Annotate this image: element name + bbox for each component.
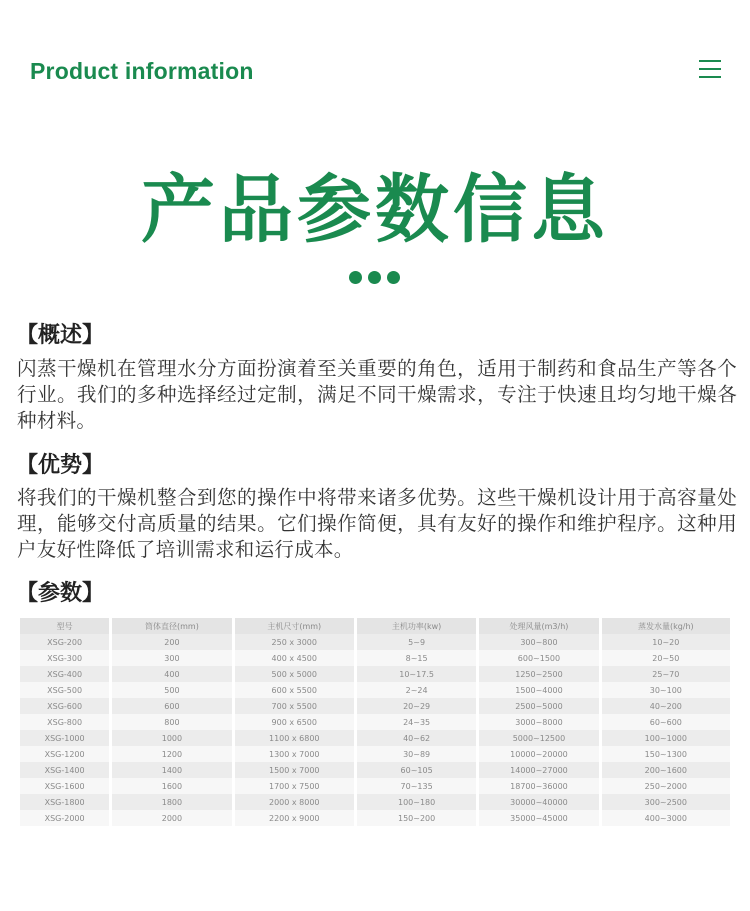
table-row xyxy=(20,810,730,826)
table-cell-airflow: 1250~2500 xyxy=(479,666,601,682)
table-cell-airflow: 3000~8000 xyxy=(479,714,601,730)
table-row xyxy=(20,650,730,666)
table-cell-airflow: 35000~45000 xyxy=(479,810,601,826)
table-cell-model: XSG-500 xyxy=(20,682,112,698)
table-row xyxy=(20,778,730,794)
table-cell-model: XSG-1400 xyxy=(20,762,112,778)
table-cell-model: XSG-1000 xyxy=(20,730,112,746)
table-row xyxy=(20,746,730,762)
table-cell-model: XSG-1200 xyxy=(20,746,112,762)
table-cell-evaporation: 250~2000 xyxy=(602,778,730,794)
column-header-size: 主机尺寸(mm) xyxy=(235,618,357,634)
table-cell-airflow: 600~1500 xyxy=(479,650,601,666)
table-cell-size: 2000 x 8000 xyxy=(235,794,357,810)
menu-line xyxy=(699,76,721,78)
hero-title: 产品参数信息 xyxy=(141,167,609,253)
table-cell-power: 60~105 xyxy=(357,762,479,778)
table-cell-diameter: 1400 xyxy=(112,762,234,778)
table-cell-size: 250 x 3000 xyxy=(235,634,357,650)
table-cell-diameter: 1600 xyxy=(112,778,234,794)
table-cell-diameter: 1000 xyxy=(112,730,234,746)
table-cell-diameter: 600 xyxy=(112,698,234,714)
table-cell-airflow: 14000~27000 xyxy=(479,762,601,778)
column-header-evaporation: 蒸发水量(kg/h) xyxy=(602,618,730,634)
column-header-model: 型号 xyxy=(20,618,112,634)
table-cell-airflow: 18700~36000 xyxy=(479,778,601,794)
menu-line xyxy=(699,68,721,70)
table-cell-power: 70~135 xyxy=(357,778,479,794)
table-cell-diameter: 200 xyxy=(112,634,234,650)
table-cell-evaporation: 60~600 xyxy=(602,714,730,730)
table-cell-model: XSG-800 xyxy=(20,714,112,730)
dot-icon xyxy=(387,271,400,284)
table-cell-evaporation: 100~1000 xyxy=(602,730,730,746)
table-cell-evaporation: 40~200 xyxy=(602,698,730,714)
table-cell-airflow: 5000~12500 xyxy=(479,730,601,746)
table-row xyxy=(20,682,730,698)
table-cell-model: XSG-1600 xyxy=(20,778,112,794)
table-cell-evaporation: 150~1300 xyxy=(602,746,730,762)
table-cell-evaporation: 20~50 xyxy=(602,650,730,666)
table-cell-power: 24~35 xyxy=(357,714,479,730)
table-header-row xyxy=(20,618,730,634)
table-cell-model: XSG-200 xyxy=(20,634,112,650)
header-title: Product information xyxy=(30,58,254,84)
table-cell-airflow: 2500~5000 xyxy=(479,698,601,714)
table-cell-airflow: 1500~4000 xyxy=(479,682,601,698)
table-cell-size: 400 x 4500 xyxy=(235,650,357,666)
table-cell-power: 20~29 xyxy=(357,698,479,714)
overview-heading: 【概述】 xyxy=(16,323,105,348)
table-cell-power: 10~17.5 xyxy=(357,666,479,682)
decorative-dots xyxy=(349,271,403,285)
dot-icon xyxy=(349,271,362,284)
table-cell-power: 8~15 xyxy=(357,650,479,666)
table-cell-power: 100~180 xyxy=(357,794,479,810)
table-cell-airflow: 10000~20000 xyxy=(479,746,601,762)
table-cell-model: XSG-2000 xyxy=(20,810,112,826)
table-cell-model: XSG-1800 xyxy=(20,794,112,810)
table-body xyxy=(20,634,730,826)
table-cell-model: XSG-600 xyxy=(20,698,112,714)
table-cell-diameter: 1200 xyxy=(112,746,234,762)
table-cell-evaporation: 10~20 xyxy=(602,634,730,650)
table-cell-diameter: 2000 xyxy=(112,810,234,826)
table-row xyxy=(20,666,730,682)
table-cell-evaporation: 400~3000 xyxy=(602,810,730,826)
table-cell-diameter: 800 xyxy=(112,714,234,730)
table-cell-diameter: 400 xyxy=(112,666,234,682)
table-cell-evaporation: 300~2500 xyxy=(602,794,730,810)
table-cell-evaporation: 200~1600 xyxy=(602,762,730,778)
table-cell-airflow: 300~800 xyxy=(479,634,601,650)
column-header-power: 主机功率(kw) xyxy=(357,618,479,634)
table-row xyxy=(20,730,730,746)
dot-icon xyxy=(368,271,381,284)
table-cell-power: 40~62 xyxy=(357,730,479,746)
table-cell-size: 1300 x 7000 xyxy=(235,746,357,762)
advantages-heading: 【优势】 xyxy=(16,453,105,478)
table-cell-evaporation: 30~100 xyxy=(602,682,730,698)
table-cell-power: 2~24 xyxy=(357,682,479,698)
table-cell-diameter: 300 xyxy=(112,650,234,666)
table-cell-diameter: 1800 xyxy=(112,794,234,810)
column-header-airflow: 处理风量(m3/h) xyxy=(479,618,601,634)
table-cell-size: 1700 x 7500 xyxy=(235,778,357,794)
parameters-table xyxy=(20,618,730,826)
table-cell-power: 5~9 xyxy=(357,634,479,650)
table-cell-size: 600 x 5500 xyxy=(235,682,357,698)
table-cell-power: 30~89 xyxy=(357,746,479,762)
table-cell-evaporation: 25~70 xyxy=(602,666,730,682)
table-row xyxy=(20,794,730,810)
table-cell-size: 1500 x 7000 xyxy=(235,762,357,778)
overview-body: 闪蒸干燥机在管理水分方面扮演着至关重要的角色，适用于制药和食品生产等各个行业。我们的多种选择经过定制，满足不同干燥需求，专注于快速且均匀地干燥各种材料。 xyxy=(17,357,737,432)
table-row xyxy=(20,634,730,650)
table-cell-power: 150~200 xyxy=(357,810,479,826)
table-cell-model: XSG-300 xyxy=(20,650,112,666)
table-cell-size: 500 x 5000 xyxy=(235,666,357,682)
table-cell-diameter: 500 xyxy=(112,682,234,698)
table-cell-airflow: 30000~40000 xyxy=(479,794,601,810)
table-cell-size: 2200 x 9000 xyxy=(235,810,357,826)
table-row xyxy=(20,762,730,778)
parameters-heading: 【参数】 xyxy=(16,581,105,606)
advantages-body: 将我们的干燥机整合到您的操作中将带来诸多优势。这些干燥机设计用于高容量处理，能够交付高质量的结果。它们操作简便，具有友好的操作和维护程序。这种用户友好性降低了培训需求和运行成本。 xyxy=(17,486,737,561)
table-cell-size: 700 x 5500 xyxy=(235,698,357,714)
table-cell-size: 1100 x 6800 xyxy=(235,730,357,746)
hamburger-menu-icon[interactable] xyxy=(699,60,721,78)
page-header xyxy=(0,0,750,110)
column-header-diameter: 筒体直径(mm) xyxy=(112,618,234,634)
table-row xyxy=(20,714,730,730)
table-row xyxy=(20,698,730,714)
menu-line xyxy=(699,60,721,62)
table-cell-size: 900 x 6500 xyxy=(235,714,357,730)
table-cell-model: XSG-400 xyxy=(20,666,112,682)
